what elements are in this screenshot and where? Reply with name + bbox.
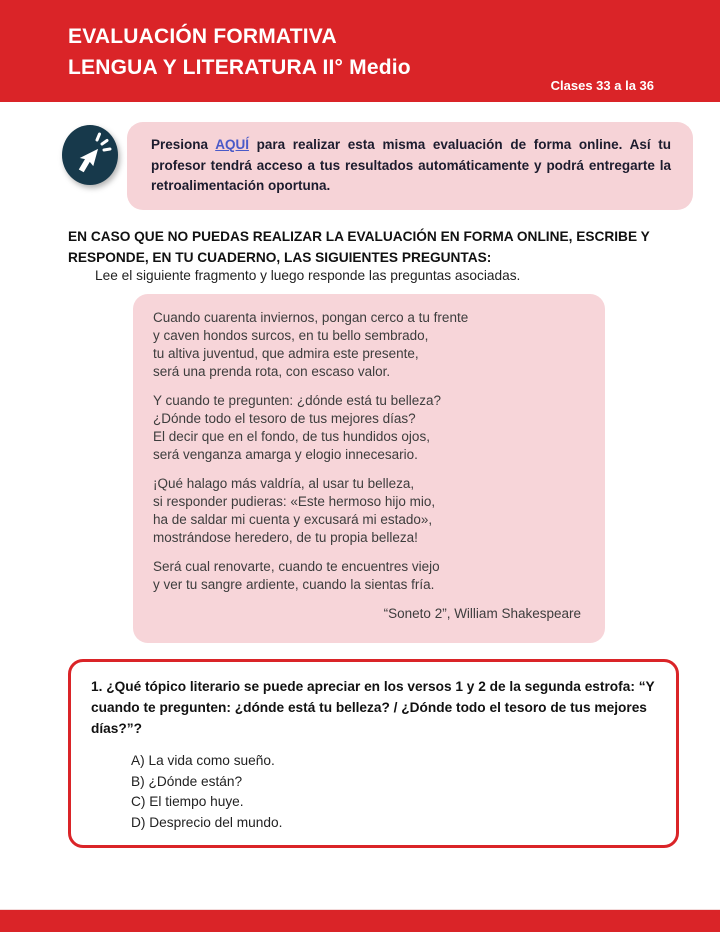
classes-badge: Clases 33 a la 36 bbox=[550, 78, 654, 93]
answer-option: B) ¿Dónde están? bbox=[131, 773, 243, 789]
answer-option: C) El tiempo huye. bbox=[131, 794, 244, 809]
offline-instructions: EN CASO QUE NO PUEDAS REALIZAR LA EVALUACIÓN EN FORMA ONLINE, ESCRIBE Y RESPONDE, EN TU CUADERNO, LAS SIGUIENTES PREGUNTAS: bbox=[68, 229, 650, 265]
poem-stanza bbox=[153, 309, 585, 381]
poem-stanza-line: tu altiva juventud, que admira este presente, bbox=[153, 346, 419, 361]
poem-attribution: “Soneto 2”, William Shakespeare bbox=[383, 606, 581, 621]
question-1-options bbox=[131, 751, 658, 833]
poem-stanza-line: ha de saldar mi cuenta y excusará mi estado», bbox=[153, 512, 433, 527]
page-title-line1: EVALUACIÓN FORMATIVA bbox=[68, 25, 337, 48]
answer-option: D) Desprecio del mundo. bbox=[131, 814, 283, 830]
poem-stanza-line: mostrándose heredero, de tu propia belleza! bbox=[153, 530, 418, 545]
poem-stanza-line: Y cuando te pregunten: ¿dónde está tu belleza? bbox=[153, 393, 441, 408]
question-1-text: 1. ¿Qué tópico literario se puede apreciar en los versos 1 y 2 de la segunda estrofa: “Y cuando te pregunten: ¿dónde está tu belleza? / ¿Dónde todo el tesoro de tus mejores días?”? bbox=[91, 679, 655, 736]
poem-stanza-line: y ver tu sangre ardiente, cuando la sientas fría. bbox=[153, 577, 435, 592]
poem-fragment-box bbox=[133, 294, 605, 643]
poem-stanza-line: ¿Dónde todo el tesoro de tus mejores días? bbox=[153, 411, 416, 426]
aqui-link[interactable]: AQUÍ bbox=[215, 137, 249, 152]
poem-stanza-line: Cuando cuarenta inviernos, pongan cerco a tu frente bbox=[153, 310, 469, 325]
poem-stanzas bbox=[153, 309, 585, 594]
callout-text bbox=[151, 135, 671, 197]
page-title bbox=[68, 21, 411, 83]
callout-post-link: para realizar esta misma evaluación de forma online. Así tu profesor tendrá acceso a tus resultados automáticamente y podrá entregarte la retroalimentación oportuna. bbox=[151, 137, 671, 193]
header-band bbox=[0, 0, 720, 102]
poem-stanza-line: y caven hondos surcos, en tu bello sembrado, bbox=[153, 328, 429, 343]
reading-lead-in: Lee el siguiente fragmento y luego responde las preguntas asociadas. bbox=[95, 268, 521, 283]
poem-stanza-line: Será cual renovarte, cuando te encuentres viejo bbox=[153, 559, 440, 574]
poem-stanza-line: si responder pudieras: «Este hermoso hijo mio, bbox=[153, 494, 436, 509]
poem-stanza bbox=[153, 558, 585, 594]
poem-stanza-line: ¡Qué halago más valdría, al usar tu belleza, bbox=[153, 476, 415, 491]
poem-stanza-line: será una prenda rota, con escaso valor. bbox=[153, 364, 391, 379]
poem-stanza-line: será venganza amarga y elogio innecesario. bbox=[153, 447, 418, 462]
poem-stanza-line: El decir que en el fondo, de tus hundidos ojos, bbox=[153, 429, 430, 444]
page-title-line2: LENGUA Y LITERATURA II° Medio bbox=[68, 56, 411, 79]
callout-pre-link: Presiona bbox=[151, 137, 209, 152]
question-1-box bbox=[68, 659, 679, 848]
footer-band bbox=[0, 909, 720, 932]
poem-stanza bbox=[153, 475, 585, 547]
click-cursor-icon bbox=[61, 124, 121, 188]
poem-stanza bbox=[153, 392, 585, 464]
online-evaluation-callout bbox=[127, 122, 693, 210]
answer-option: A) La vida como sueño. bbox=[131, 753, 275, 768]
